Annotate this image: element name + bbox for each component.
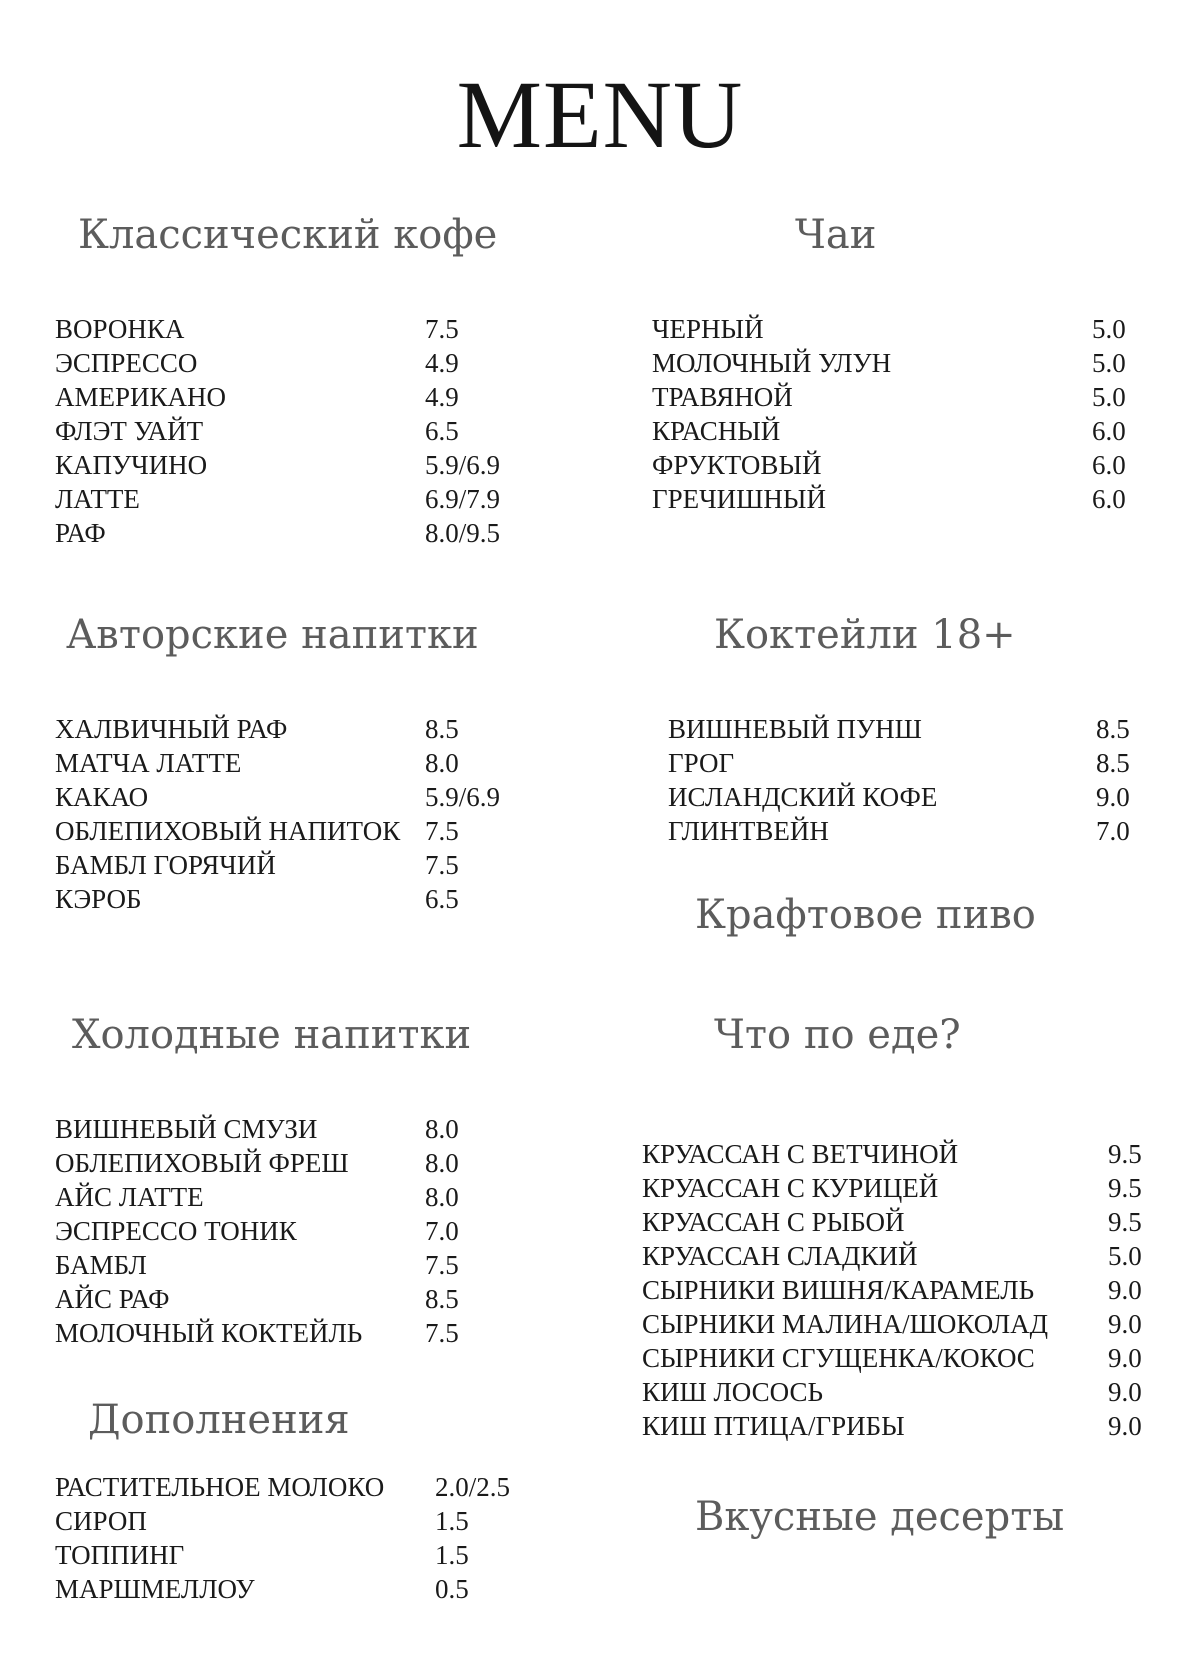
menu-item: [652, 482, 1132, 516]
menu-item: [55, 380, 535, 414]
menu-item-price: 9.0: [1108, 1377, 1142, 1407]
menu-item-price: 1.5: [435, 1540, 469, 1570]
section-heading-classic-coffee: Классический кофе: [78, 212, 498, 258]
menu-item-price: 9.5: [1108, 1207, 1142, 1237]
menu-item: [55, 1180, 535, 1214]
menu-item-name: ЛАТТЕ: [55, 484, 140, 514]
menu-item-price: 8.0: [425, 1182, 459, 1212]
menu-item-price: 5.9/6.9: [425, 782, 501, 812]
menu-item-name: КРАСНЫЙ: [652, 416, 781, 446]
menu-item-name: ФРУКТОВЫЙ: [652, 450, 822, 480]
menu-item-price: 5.0: [1092, 348, 1126, 378]
menu-item-name: КАКАО: [55, 782, 149, 812]
menu-item-price: 1.5: [435, 1506, 469, 1536]
menu-item: [668, 814, 1148, 848]
menu-item-price: 6.0: [1092, 416, 1126, 446]
menu-item-price: 9.0: [1108, 1343, 1142, 1373]
menu-item-price: 5.0: [1092, 382, 1126, 412]
menu-item-price: 8.0: [425, 1148, 459, 1178]
menu-item: [55, 1538, 535, 1572]
menu-item-price: 9.5: [1108, 1173, 1142, 1203]
menu-item: [55, 1316, 535, 1350]
menu-item-name: РАСТИТЕЛЬНОЕ МОЛОКО: [55, 1472, 385, 1502]
menu-item-price: 6.9/7.9: [425, 484, 501, 514]
menu-item: [668, 780, 1148, 814]
menu-item-price: 8.0: [425, 748, 459, 778]
menu-item-name: МОЛОЧНЫЙ УЛУН: [652, 348, 892, 378]
menu-item-name: КРУАССАН С РЫБОЙ: [642, 1207, 905, 1237]
menu-item: [55, 746, 535, 780]
section-heading-cocktails: Коктейли 18+: [714, 612, 1016, 658]
menu-item-name: ХАЛВИЧНЫЙ РАФ: [55, 714, 288, 744]
menu-item: [55, 848, 535, 882]
menu-item-name: ГРОГ: [668, 748, 735, 778]
menu-item-name: ГРЕЧИШНЫЙ: [652, 484, 826, 514]
menu-item-name: ЭСПРЕССО ТОНИК: [55, 1216, 297, 1246]
menu-item-price: 2.0/2.5: [435, 1472, 511, 1502]
menu-item-name: АЙС РАФ: [55, 1284, 170, 1314]
menu-item-name: ВИШНЕВЫЙ ПУНШ: [668, 714, 922, 744]
author-drinks-list: [55, 712, 535, 916]
menu-item-name: ВОРОНКА: [55, 314, 185, 344]
menu-item-price: 0.5: [435, 1574, 469, 1604]
food-list: [642, 1137, 1162, 1443]
menu-item-price: 5.0: [1108, 1241, 1142, 1271]
menu-item-name: ФЛЭТ УАЙТ: [55, 416, 204, 446]
menu-item: [55, 414, 535, 448]
menu-item: [652, 448, 1132, 482]
menu-item: [55, 1112, 535, 1146]
menu-item-name: МАРШМЕЛЛОУ: [55, 1574, 255, 1604]
menu-item-name: СИРОП: [55, 1506, 147, 1536]
menu-item-name: ГЛИНТВЕЙН: [668, 816, 829, 846]
section-heading-desserts: Вкусные десерты: [695, 1494, 1065, 1540]
menu-item-name: ИСЛАНДСКИЙ КОФЕ: [668, 782, 938, 812]
menu-item-name: ЧЕРНЫЙ: [652, 314, 764, 344]
menu-item: [55, 516, 535, 550]
menu-item: [55, 814, 535, 848]
menu-item-name: КИШ ПТИЦА/ГРИБЫ: [642, 1411, 905, 1441]
menu-item: [652, 346, 1132, 380]
menu-item-price: 9.5: [1108, 1139, 1142, 1169]
menu-item-price: 7.5: [425, 850, 459, 880]
menu-item: [652, 414, 1132, 448]
menu-item-name: ОБЛЕПИХОВЫЙ ФРЕШ: [55, 1148, 349, 1178]
menu-item-price: 5.0: [1092, 314, 1126, 344]
menu-item-name: КРУАССАН С КУРИЦЕЙ: [642, 1173, 939, 1203]
menu-item-name: СЫРНИКИ МАЛИНА/ШОКОЛАД: [642, 1309, 1049, 1339]
menu-item-name: РАФ: [55, 518, 106, 548]
section-heading-extras: Дополнения: [88, 1397, 350, 1443]
menu-item: [642, 1171, 1162, 1205]
menu-item-name: БАМБЛ: [55, 1250, 147, 1280]
menu-item-price: 6.5: [425, 884, 459, 914]
menu-item: [55, 448, 535, 482]
extras-list: [55, 1470, 535, 1606]
menu-item-price: 7.0: [1096, 816, 1130, 846]
menu-item-price: 7.5: [425, 1250, 459, 1280]
menu-item: [55, 1214, 535, 1248]
menu-item-price: 5.9/6.9: [425, 450, 501, 480]
tea-list: [652, 312, 1132, 516]
menu-item-price: 8.0: [425, 1114, 459, 1144]
menu-item-price: 4.9: [425, 382, 459, 412]
menu-item-name: АМЕРИКАНО: [55, 382, 227, 412]
menu-item: [668, 746, 1148, 780]
menu-item-name: СЫРНИКИ СГУЩЕНКА/КОКОС: [642, 1343, 1035, 1373]
menu-item-name: КРУАССАН С ВЕТЧИНОЙ: [642, 1139, 959, 1169]
menu-item-price: 7.5: [425, 816, 459, 846]
menu-item: [642, 1273, 1162, 1307]
menu-item: [642, 1409, 1162, 1443]
menu-item-price: 8.5: [425, 1284, 459, 1314]
menu-item-price: 6.0: [1092, 484, 1126, 514]
menu-item-price: 8.5: [1096, 714, 1130, 744]
menu-item: [55, 1248, 535, 1282]
menu-item-name: АЙС ЛАТТЕ: [55, 1182, 204, 1212]
menu-item-name: ТОППИНГ: [55, 1540, 185, 1570]
menu-item: [55, 482, 535, 516]
menu-item-name: КИШ ЛОСОСЬ: [642, 1377, 823, 1407]
menu-item-price: 9.0: [1108, 1411, 1142, 1441]
menu-item-name: КЭРОБ: [55, 884, 142, 914]
menu-item-price: 4.9: [425, 348, 459, 378]
section-heading-author-drinks: Авторские напитки: [66, 612, 479, 658]
menu-item: [642, 1375, 1162, 1409]
menu-item: [642, 1341, 1162, 1375]
menu-item: [55, 1470, 535, 1504]
menu-item-name: ТРАВЯНОЙ: [652, 382, 793, 412]
menu-item-name: КАПУЧИНО: [55, 450, 208, 480]
menu-item-name: ЭСПРЕССО: [55, 348, 198, 378]
menu-item: [55, 1504, 535, 1538]
menu-item: [642, 1239, 1162, 1273]
menu-item-price: 6.5: [425, 416, 459, 446]
menu-item: [55, 346, 535, 380]
menu-item: [55, 1572, 535, 1606]
section-heading-cold-drinks: Холодные напитки: [72, 1012, 472, 1058]
menu-item-price: 7.0: [425, 1216, 459, 1246]
section-heading-tea: Чаи: [795, 212, 877, 258]
menu-item: [668, 712, 1148, 746]
menu-item-name: МАТЧА ЛАТТЕ: [55, 748, 242, 778]
section-heading-food: Что по еде?: [714, 1012, 961, 1058]
menu-item-price: 8.5: [1096, 748, 1130, 778]
menu-item-price: 9.0: [1108, 1275, 1142, 1305]
menu-item-name: МОЛОЧНЫЙ КОКТЕЙЛЬ: [55, 1318, 363, 1348]
menu-item-price: 8.0/9.5: [425, 518, 501, 548]
menu-item: [55, 1146, 535, 1180]
menu-item: [642, 1307, 1162, 1341]
classic-coffee-list: [55, 312, 535, 550]
menu-item: [652, 380, 1132, 414]
menu-item: [652, 312, 1132, 346]
menu-item-price: 9.0: [1108, 1309, 1142, 1339]
menu-item-name: ВИШНЕВЫЙ СМУЗИ: [55, 1114, 318, 1144]
menu-item-name: СЫРНИКИ ВИШНЯ/КАРАМЕЛЬ: [642, 1275, 1035, 1305]
cold-drinks-list: [55, 1112, 535, 1350]
menu-item-price: 6.0: [1092, 450, 1126, 480]
menu-item: [55, 780, 535, 814]
menu-item-name: ОБЛЕПИХОВЫЙ НАПИТОК: [55, 816, 401, 846]
menu-item: [55, 712, 535, 746]
menu-item-price: 9.0: [1096, 782, 1130, 812]
menu-item: [55, 882, 535, 916]
section-heading-craft-beer: Крафтовое пиво: [695, 892, 1036, 938]
menu-item-price: 8.5: [425, 714, 459, 744]
menu-item: [642, 1137, 1162, 1171]
menu-title: MENU: [456, 61, 744, 168]
menu-item: [55, 312, 535, 346]
menu-item: [642, 1205, 1162, 1239]
menu-item: [55, 1282, 535, 1316]
cocktails-list: [668, 712, 1148, 848]
menu-item-price: 7.5: [425, 1318, 459, 1348]
menu-item-price: 7.5: [425, 314, 459, 344]
menu-item-name: КРУАССАН СЛАДКИЙ: [642, 1241, 918, 1271]
menu-item-name: БАМБЛ ГОРЯЧИЙ: [55, 850, 276, 880]
